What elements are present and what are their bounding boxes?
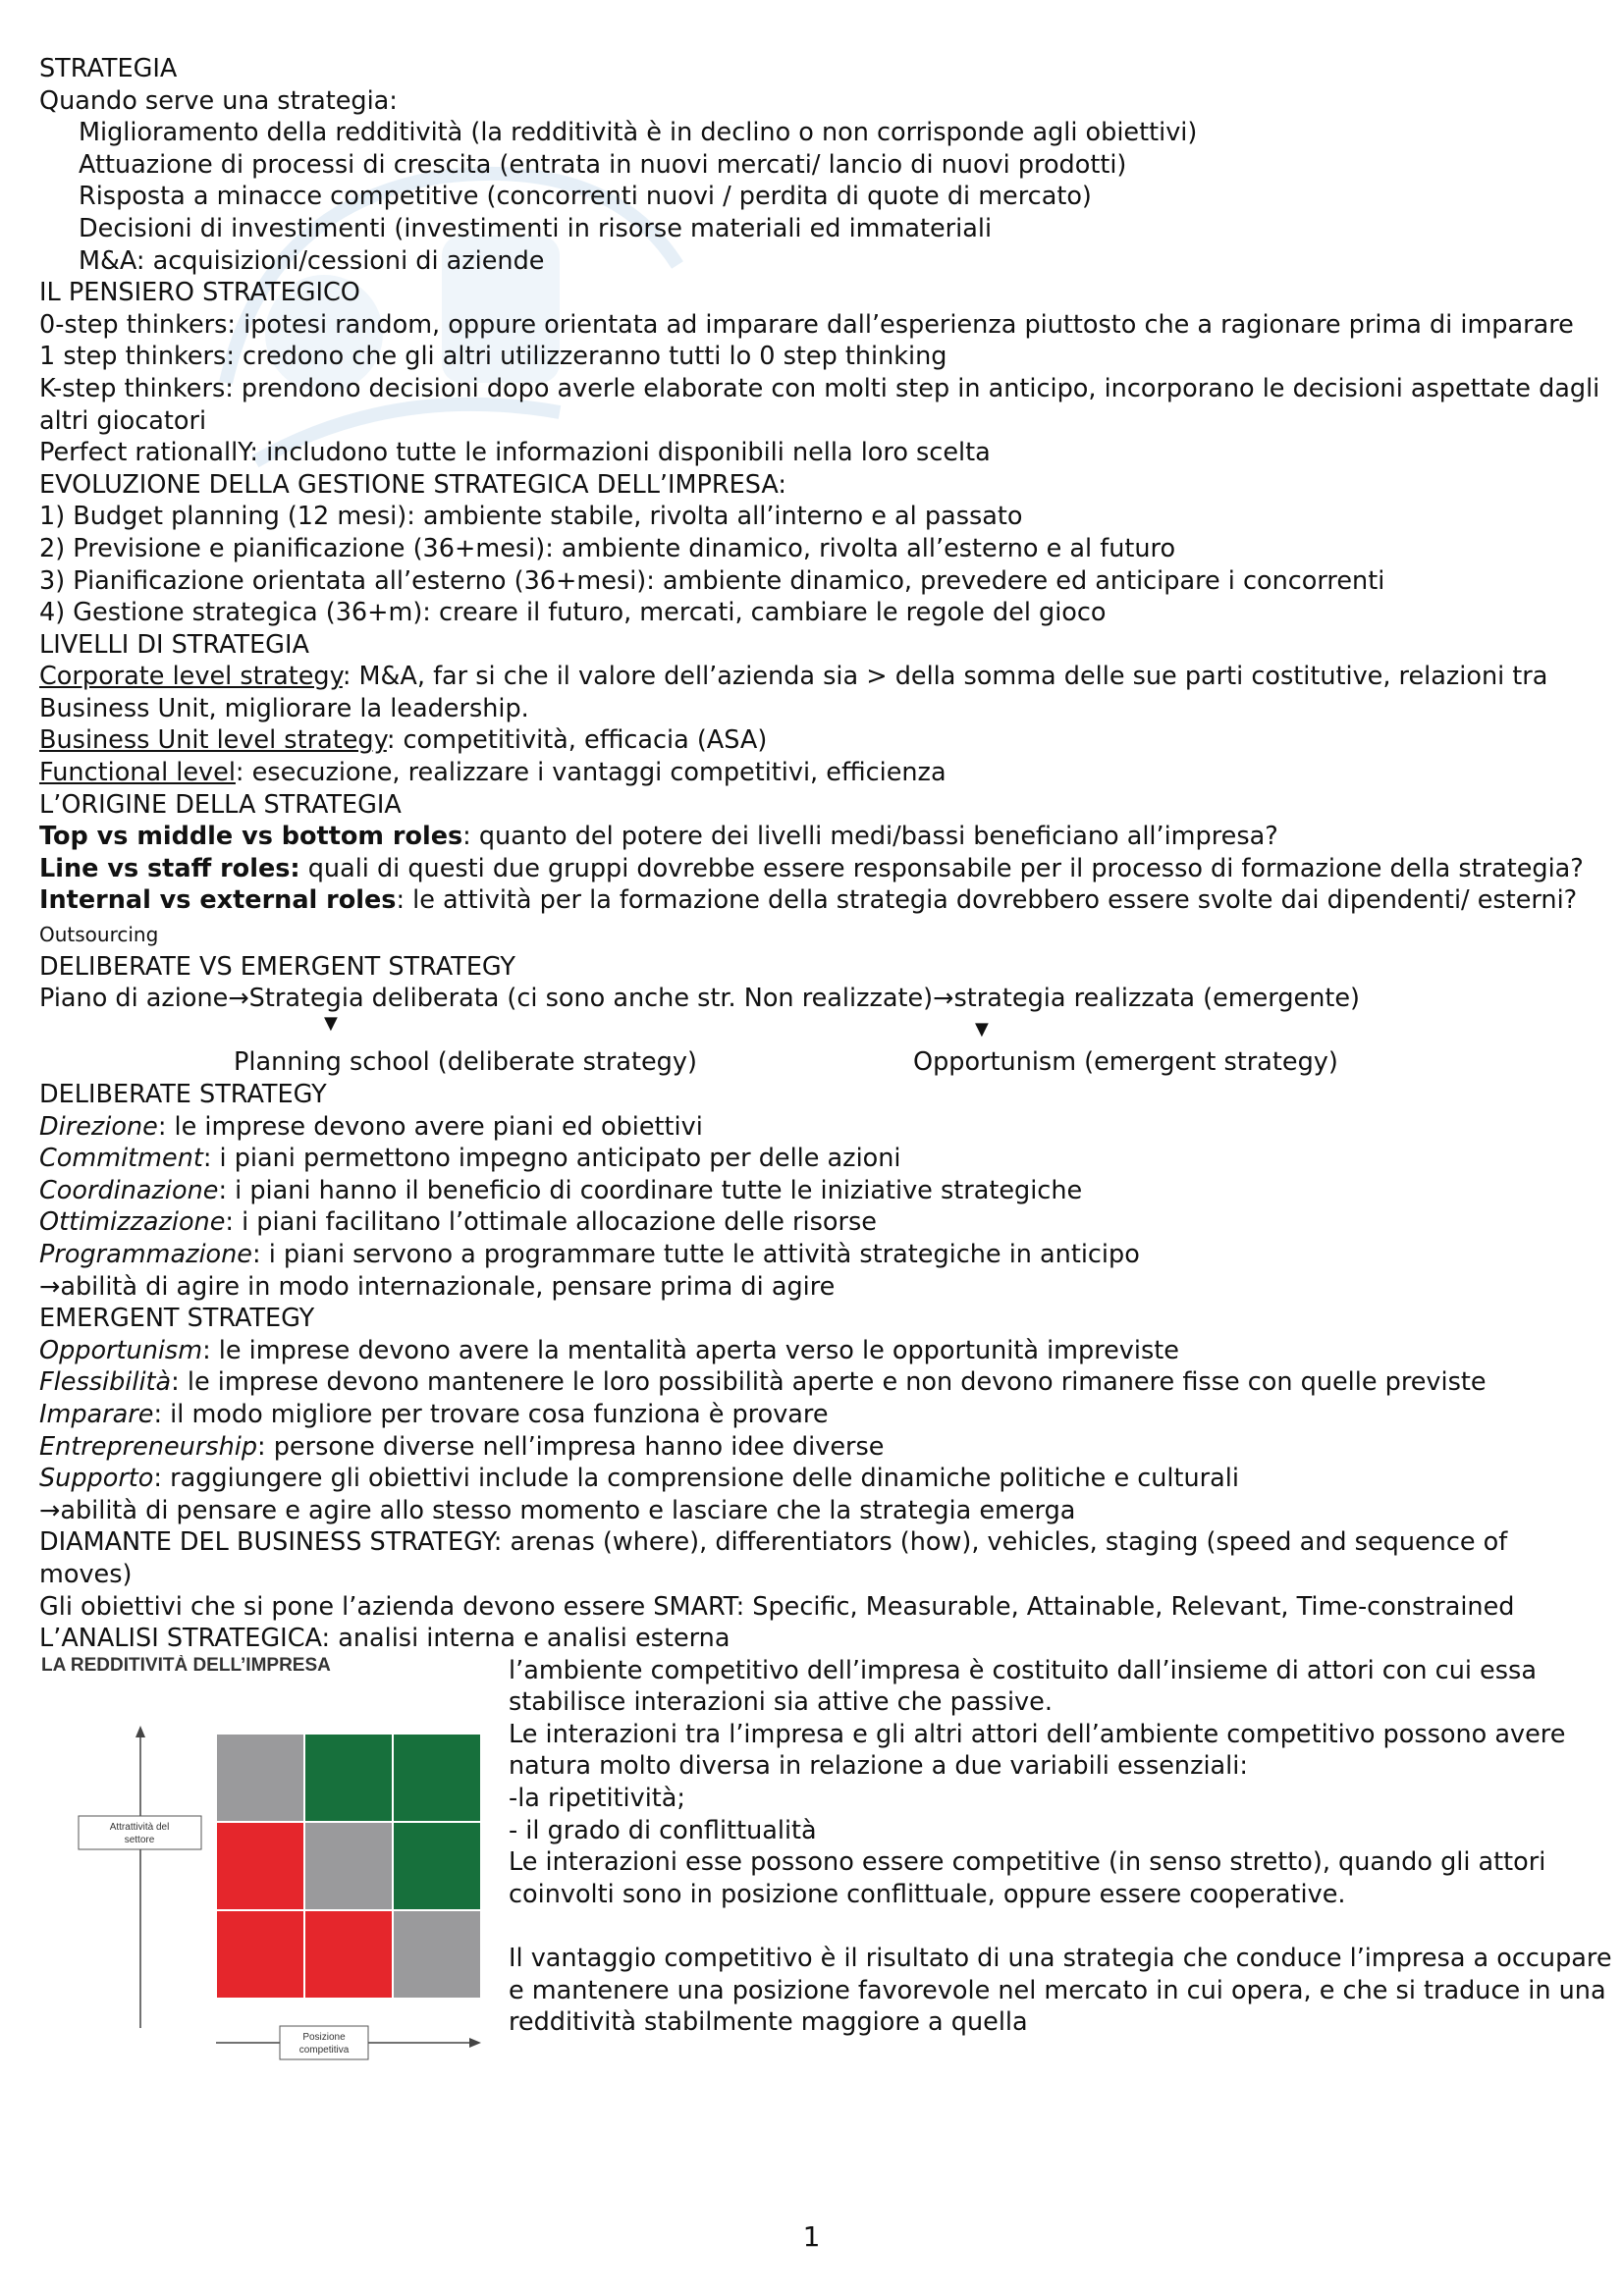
term: Internal vs external roles [39, 885, 397, 916]
paragraph: 1 step thinkers: credono che gli altri utilizzeranno tutti lo 0 step thinking [39, 342, 947, 372]
term-text: : esecuzione, realizzare i vantaggi competitivi, efficienza [235, 758, 947, 788]
list-item: 2) Previsione e pianificazione (36+mesi): ambiente dinamico, rivolta all’esterno e al futuro [39, 533, 1176, 563]
paragraph: Perfect rationallY: includono tutte le informazioni disponibili nella loro scelta [39, 438, 991, 468]
matrix-cell-green [304, 1734, 393, 1822]
conclusion: →abilità di agire in modo internazionale, pensare prima di agire [39, 1271, 836, 1302]
term-text: : competitività, efficacia (ASA) [386, 725, 768, 756]
paragraph: Il vantaggio competitivo è il risultato di una strategia che conduce l’impresa a occupare e mantenere una posizione favorevole nel mercato in cui opera, e che si traduce in una redditività stabilmente maggiore a quella [509, 1944, 1612, 2038]
list-item [39, 1399, 1600, 1431]
term: Line vs staff roles: [39, 853, 300, 883]
term-text: : i piani facilitano l’ottimale allocazione delle risorse [225, 1207, 877, 1238]
conclusion: →abilità di pensare e agire allo stesso momento e lasciare che la strategia emerga [39, 1495, 1076, 1525]
list-item [39, 1239, 1600, 1271]
term-text: : raggiungere gli obiettivi include la comprensione delle dinamiche politiche e culturali [153, 1464, 1239, 1494]
list-item [39, 1111, 1600, 1144]
paragraph [39, 661, 1600, 724]
spacer [509, 1910, 1623, 1943]
paragraph: L’ANALISI STRATEGICA: analisi interna e analisi esterna [39, 1624, 730, 1654]
right-label: Opportunism (emergent strategy) [913, 1047, 1338, 1078]
term: Direzione [39, 1111, 158, 1142]
list-item [39, 1143, 1600, 1175]
list-item [39, 1335, 1600, 1367]
term: Opportunism [39, 1335, 203, 1365]
list-item: Miglioramento della redditività (la redditività è in declino o non corrisponde agli obiettivi) [79, 118, 1198, 148]
term: Functional level [39, 758, 236, 788]
matrix-grid [216, 1734, 481, 1999]
left-label: Planning school (deliberate strategy) [234, 1047, 697, 1078]
side-text [509, 1655, 1623, 2039]
term: Business Unit level strategy [39, 725, 387, 756]
strategy-labels [39, 1046, 1600, 1079]
term: Coordinazione [39, 1175, 219, 1205]
term-text: : M&A, far si che il valore dell’azienda sia > della somma delle sue parti costitutive, relazioni tra Business Unit, migliorare la leadership. [39, 662, 1548, 723]
paragraph [39, 884, 1600, 950]
term-text: : le imprese devono avere piani ed obiettivi [157, 1111, 703, 1142]
document-title: STRATEGIA [39, 54, 178, 83]
paragraph: Le interazioni esse possono essere competitive (in senso stretto), quando gli attori coinvolti sono in posizione conflittuale, oppure essere cooperative. [509, 1847, 1546, 1909]
term-text: quali di questi due gruppi dovrebbe essere responsabile per il processo di formazione della strategia? [299, 853, 1584, 883]
paragraph: - il grado di conflittualità [509, 1815, 817, 1845]
term: Imparare [39, 1399, 154, 1429]
paragraph [39, 724, 1600, 757]
term-text: : i piani servono a programmare tutte le attività strategiche in anticipo [252, 1239, 1140, 1269]
section-heading: L’ORIGINE DELLA STRATEGIA [39, 789, 402, 820]
list-item: M&A: acquisizioni/cessioni di aziende [79, 245, 545, 276]
term: Entrepreneurship [39, 1431, 258, 1462]
paragraph [39, 853, 1600, 885]
term: Supporto [39, 1464, 154, 1494]
paragraph: -la ripetitività; [509, 1784, 686, 1814]
list-item: Attuazione di processi di crescita (entrata in nuovi mercati/ lancio di nuovi prodotti) [79, 149, 1127, 180]
section-heading: EVOLUZIONE DELLA GESTIONE STRATEGICA DELL’IMPRESA: [39, 469, 786, 500]
x-axis-label-line1: Posizione [302, 2031, 346, 2043]
y-axis-arrow-icon [135, 1726, 145, 1737]
list-item [39, 1206, 1600, 1239]
list-item: 4) Gestione strategica (36+m): creare il futuro, mercati, cambiare le regole del gioco [39, 598, 1107, 628]
y-axis-label-line1: Attrattività del [109, 1821, 170, 1833]
section-heading: IL PENSIERO STRATEGICO [39, 278, 360, 308]
term-note: Outsourcing [39, 923, 159, 947]
matrix-cell-red [304, 1910, 393, 1999]
paragraph: Le interazioni tra l’impresa e gli altri attori dell’ambiente competitivo possono avere natura molto diversa in relazione a due variabili essenziali: [509, 1719, 1566, 1782]
section-intro: Quando serve una strategia: [39, 85, 398, 116]
profitability-matrix [39, 1655, 501, 2087]
term-text: : persone diverse nell’impresa hanno idee diverse [257, 1431, 885, 1462]
term-text: : i piani permettono impegno anticipato per delle azioni [202, 1144, 901, 1174]
paragraph: DIAMANTE DEL BUSINESS STRATEGY: arenas (where), differentiators (how), vehicles, staging (speed and sequence of moves) [39, 1527, 1508, 1589]
term: Corporate level strategy [39, 662, 343, 692]
term: Flessibilità [39, 1367, 172, 1398]
list-item [39, 1431, 1600, 1464]
term-text: : le imprese devono mantenere le loro possibilità aperte e non devono rimanere fisse con quelle previste [171, 1367, 1487, 1398]
matrix-cell-green [393, 1822, 481, 1910]
section-heading: DELIBERATE VS EMERGENT STRATEGY [39, 951, 515, 982]
list-item: Decisioni di investimenti (investimenti in risorse materiali ed immateriali [79, 213, 993, 243]
down-arrow-icon: ▼ [975, 1018, 989, 1040]
down-arrow-icon: ▼ [324, 1012, 338, 1034]
paragraph: l’ambiente competitivo dell’impresa è costituito dall’insieme di attori con cui essa stabilisce interazioni sia attive che passive. [509, 1655, 1537, 1718]
paragraph [39, 821, 1600, 853]
list-item: 3) Pianificazione orientata all’esterno (36+mesi): ambiente dinamico, prevedere ed anticipare i concorrenti [39, 565, 1385, 596]
matrix-cell-gray [393, 1910, 481, 1999]
list-item [39, 1175, 1600, 1207]
y-axis-label-line2: settore [124, 1834, 155, 1845]
term: Ottimizzazione [39, 1207, 226, 1238]
paragraph: K-step thinkers: prendono decisioni dopo averle elaborate con molti step in anticipo, incorporano le decisioni aspettate dagli altri giocatori [39, 373, 1600, 436]
list-item: Risposta a minacce competitive (concorrenti nuovi / perdita di quote di mercato) [79, 182, 1092, 212]
section-heading: LIVELLI DI STRATEGIA [39, 629, 309, 660]
matrix-cell-gray [304, 1822, 393, 1910]
term-text: : le imprese devono avere la mentalità aperta verso le opportunità impreviste [202, 1335, 1179, 1365]
page-number: 1 [802, 2220, 821, 2253]
list-item [39, 1366, 1600, 1399]
paragraph [39, 757, 1600, 789]
matrix-cell-green [393, 1734, 481, 1822]
paragraph: 0-step thinkers: ipotesi random, oppure orientata ad imparare dall’esperienza piuttosto che a ragionare prima di imparare [39, 309, 1574, 340]
list-item [39, 1463, 1600, 1495]
paragraph: Gli obiettivi che si pone l’azienda devono essere SMART: Specific, Measurable, Attainable, Relevant, Time-constrained [39, 1591, 1515, 1622]
term-text: : i piani hanno il beneficio di coordinare tutte le iniziative strategiche [218, 1175, 1083, 1205]
x-axis-arrow-icon [469, 2038, 481, 2048]
term-text: : il modo migliore per trovare cosa funziona è provare [153, 1399, 829, 1429]
matrix-cell-red [216, 1910, 304, 1999]
section-heading: DELIBERATE STRATEGY [39, 1080, 327, 1109]
x-axis-label-line2: competitiva [298, 2044, 350, 2056]
strategy-flow: Piano di azione→Strategia deliberata (ci sono anche str. Non realizzate)→strategia realizzata (emergente) [39, 984, 1360, 1014]
term: Commitment [39, 1144, 203, 1174]
term-text: : le attività per la formazione della strategia dovrebbero essere svolte dai dipendenti/ esterni? [396, 885, 1578, 916]
list-item: 1) Budget planning (12 mesi): ambiente stabile, rivolta all’interno e al passato [39, 502, 1023, 532]
arrow-row [39, 1012, 1600, 1047]
figure-title: LA REDDITIVITÀ DELL’IMPRESA [41, 1654, 331, 1676]
matrix-cell-red [216, 1822, 304, 1910]
term: Top vs middle vs bottom roles [39, 822, 463, 852]
term-text: : quanto del potere dei livelli medi/bassi beneficiano all’impresa? [462, 822, 1278, 852]
term: Programmazione [39, 1239, 252, 1269]
figure-section [39, 1654, 1612, 2087]
section-heading: EMERGENT STRATEGY [39, 1304, 315, 1334]
matrix-cell-gray [216, 1734, 304, 1822]
